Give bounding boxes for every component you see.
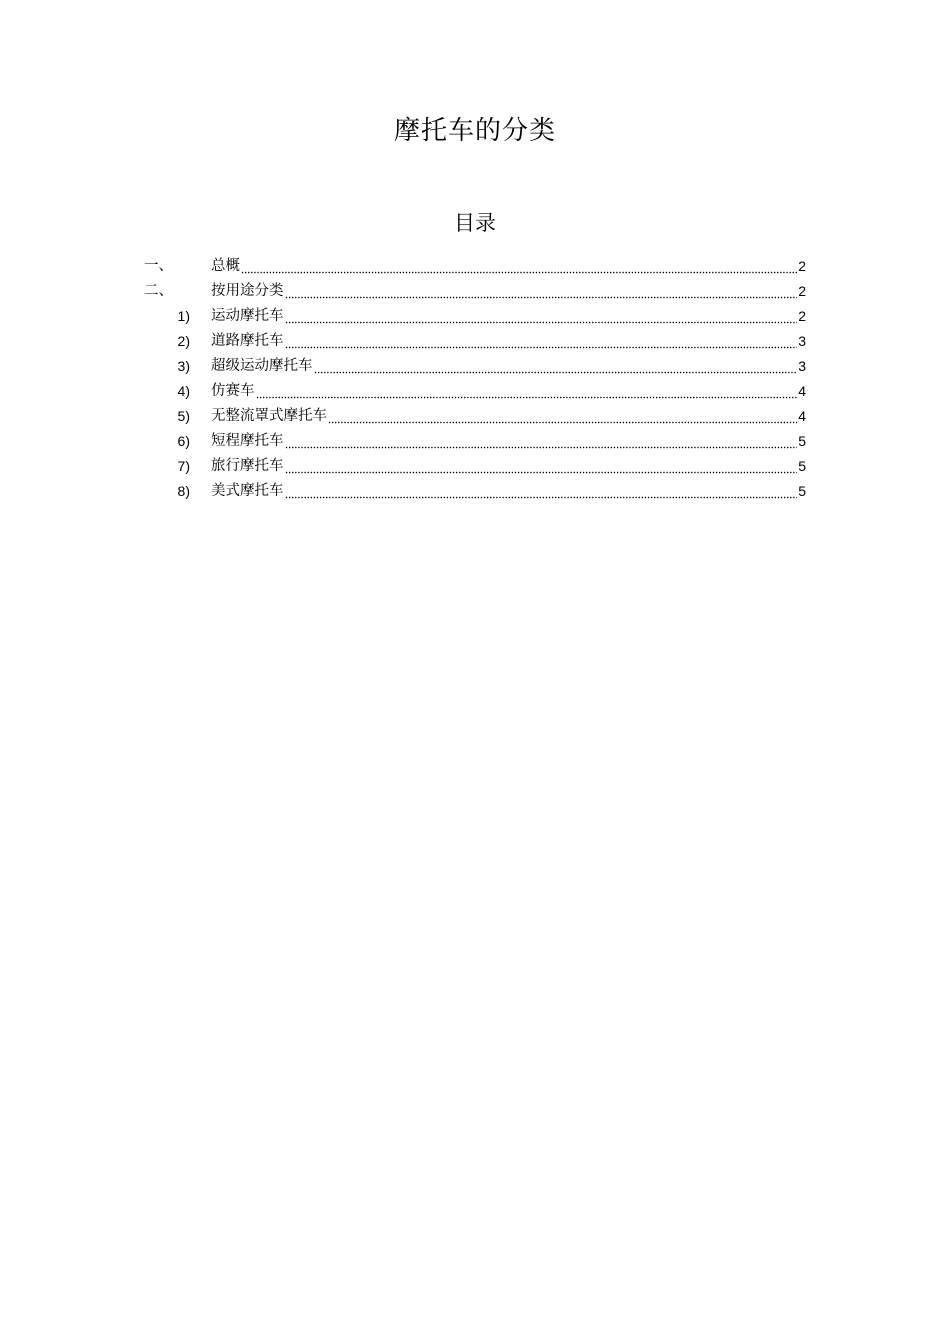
toc-dot-leader	[328, 404, 797, 429]
table-of-contents	[144, 254, 806, 504]
toc-entry-replica-racer[interactable]	[144, 379, 806, 404]
toc-number: 2)	[177, 333, 190, 349]
toc-page-number: 2	[798, 258, 806, 274]
toc-number: 7)	[177, 458, 190, 474]
toc-dot-leader	[285, 479, 798, 504]
toc-number: 1)	[177, 308, 190, 324]
toc-entry-cruiser[interactable]	[144, 479, 806, 504]
toc-number: 3)	[177, 358, 190, 374]
toc-page-number: 3	[798, 358, 806, 374]
toc-label[interactable]: 按用途分类	[211, 283, 284, 299]
toc-page-number: 5	[798, 483, 806, 499]
toc-page-number: 4	[798, 408, 806, 424]
toc-number: 4)	[177, 383, 190, 399]
toc-entry-touring[interactable]	[144, 454, 806, 479]
toc-number: 8)	[177, 483, 190, 499]
toc-entry-sport[interactable]	[144, 304, 806, 329]
toc-entry-short-range[interactable]	[144, 429, 806, 454]
toc-number: 二、	[144, 283, 173, 299]
toc-number: 一、	[144, 258, 173, 274]
toc-page-number: 2	[798, 308, 806, 324]
toc-entry-by-usage[interactable]	[144, 279, 806, 304]
toc-page-number: 5	[798, 458, 806, 474]
toc-page-number: 2	[798, 283, 806, 299]
toc-label[interactable]: 短程摩托车	[211, 433, 284, 449]
document-title: 摩托车的分类	[393, 116, 556, 146]
toc-label[interactable]: 美式摩托车	[211, 483, 284, 499]
toc-page-number: 3	[798, 333, 806, 349]
toc-dot-leader	[241, 254, 797, 279]
toc-label[interactable]: 超级运动摩托车	[211, 358, 313, 374]
toc-label[interactable]: 仿赛车	[211, 383, 255, 399]
toc-number: 5)	[177, 408, 190, 424]
toc-label[interactable]: 道路摩托车	[211, 333, 284, 349]
toc-heading: 目录	[454, 211, 496, 235]
toc-label[interactable]: 运动摩托车	[211, 308, 284, 324]
toc-dot-leader	[285, 304, 798, 329]
toc-entry-supersport[interactable]	[144, 354, 806, 379]
toc-page-number: 4	[798, 383, 806, 399]
toc-number: 6)	[177, 433, 190, 449]
toc-dot-leader	[285, 279, 798, 304]
toc-page-number: 5	[798, 433, 806, 449]
toc-label[interactable]: 无整流罩式摩托车	[211, 408, 327, 424]
toc-dot-leader	[285, 429, 798, 454]
toc-dot-leader	[314, 354, 798, 379]
toc-entry-overview[interactable]	[144, 254, 806, 279]
toc-label[interactable]: 总概	[211, 258, 240, 274]
toc-entry-road[interactable]	[144, 329, 806, 354]
toc-dot-leader	[256, 379, 798, 404]
toc-dot-leader	[285, 329, 798, 354]
toc-dot-leader	[285, 454, 798, 479]
toc-label[interactable]: 旅行摩托车	[211, 458, 284, 474]
toc-entry-naked[interactable]	[144, 404, 806, 429]
